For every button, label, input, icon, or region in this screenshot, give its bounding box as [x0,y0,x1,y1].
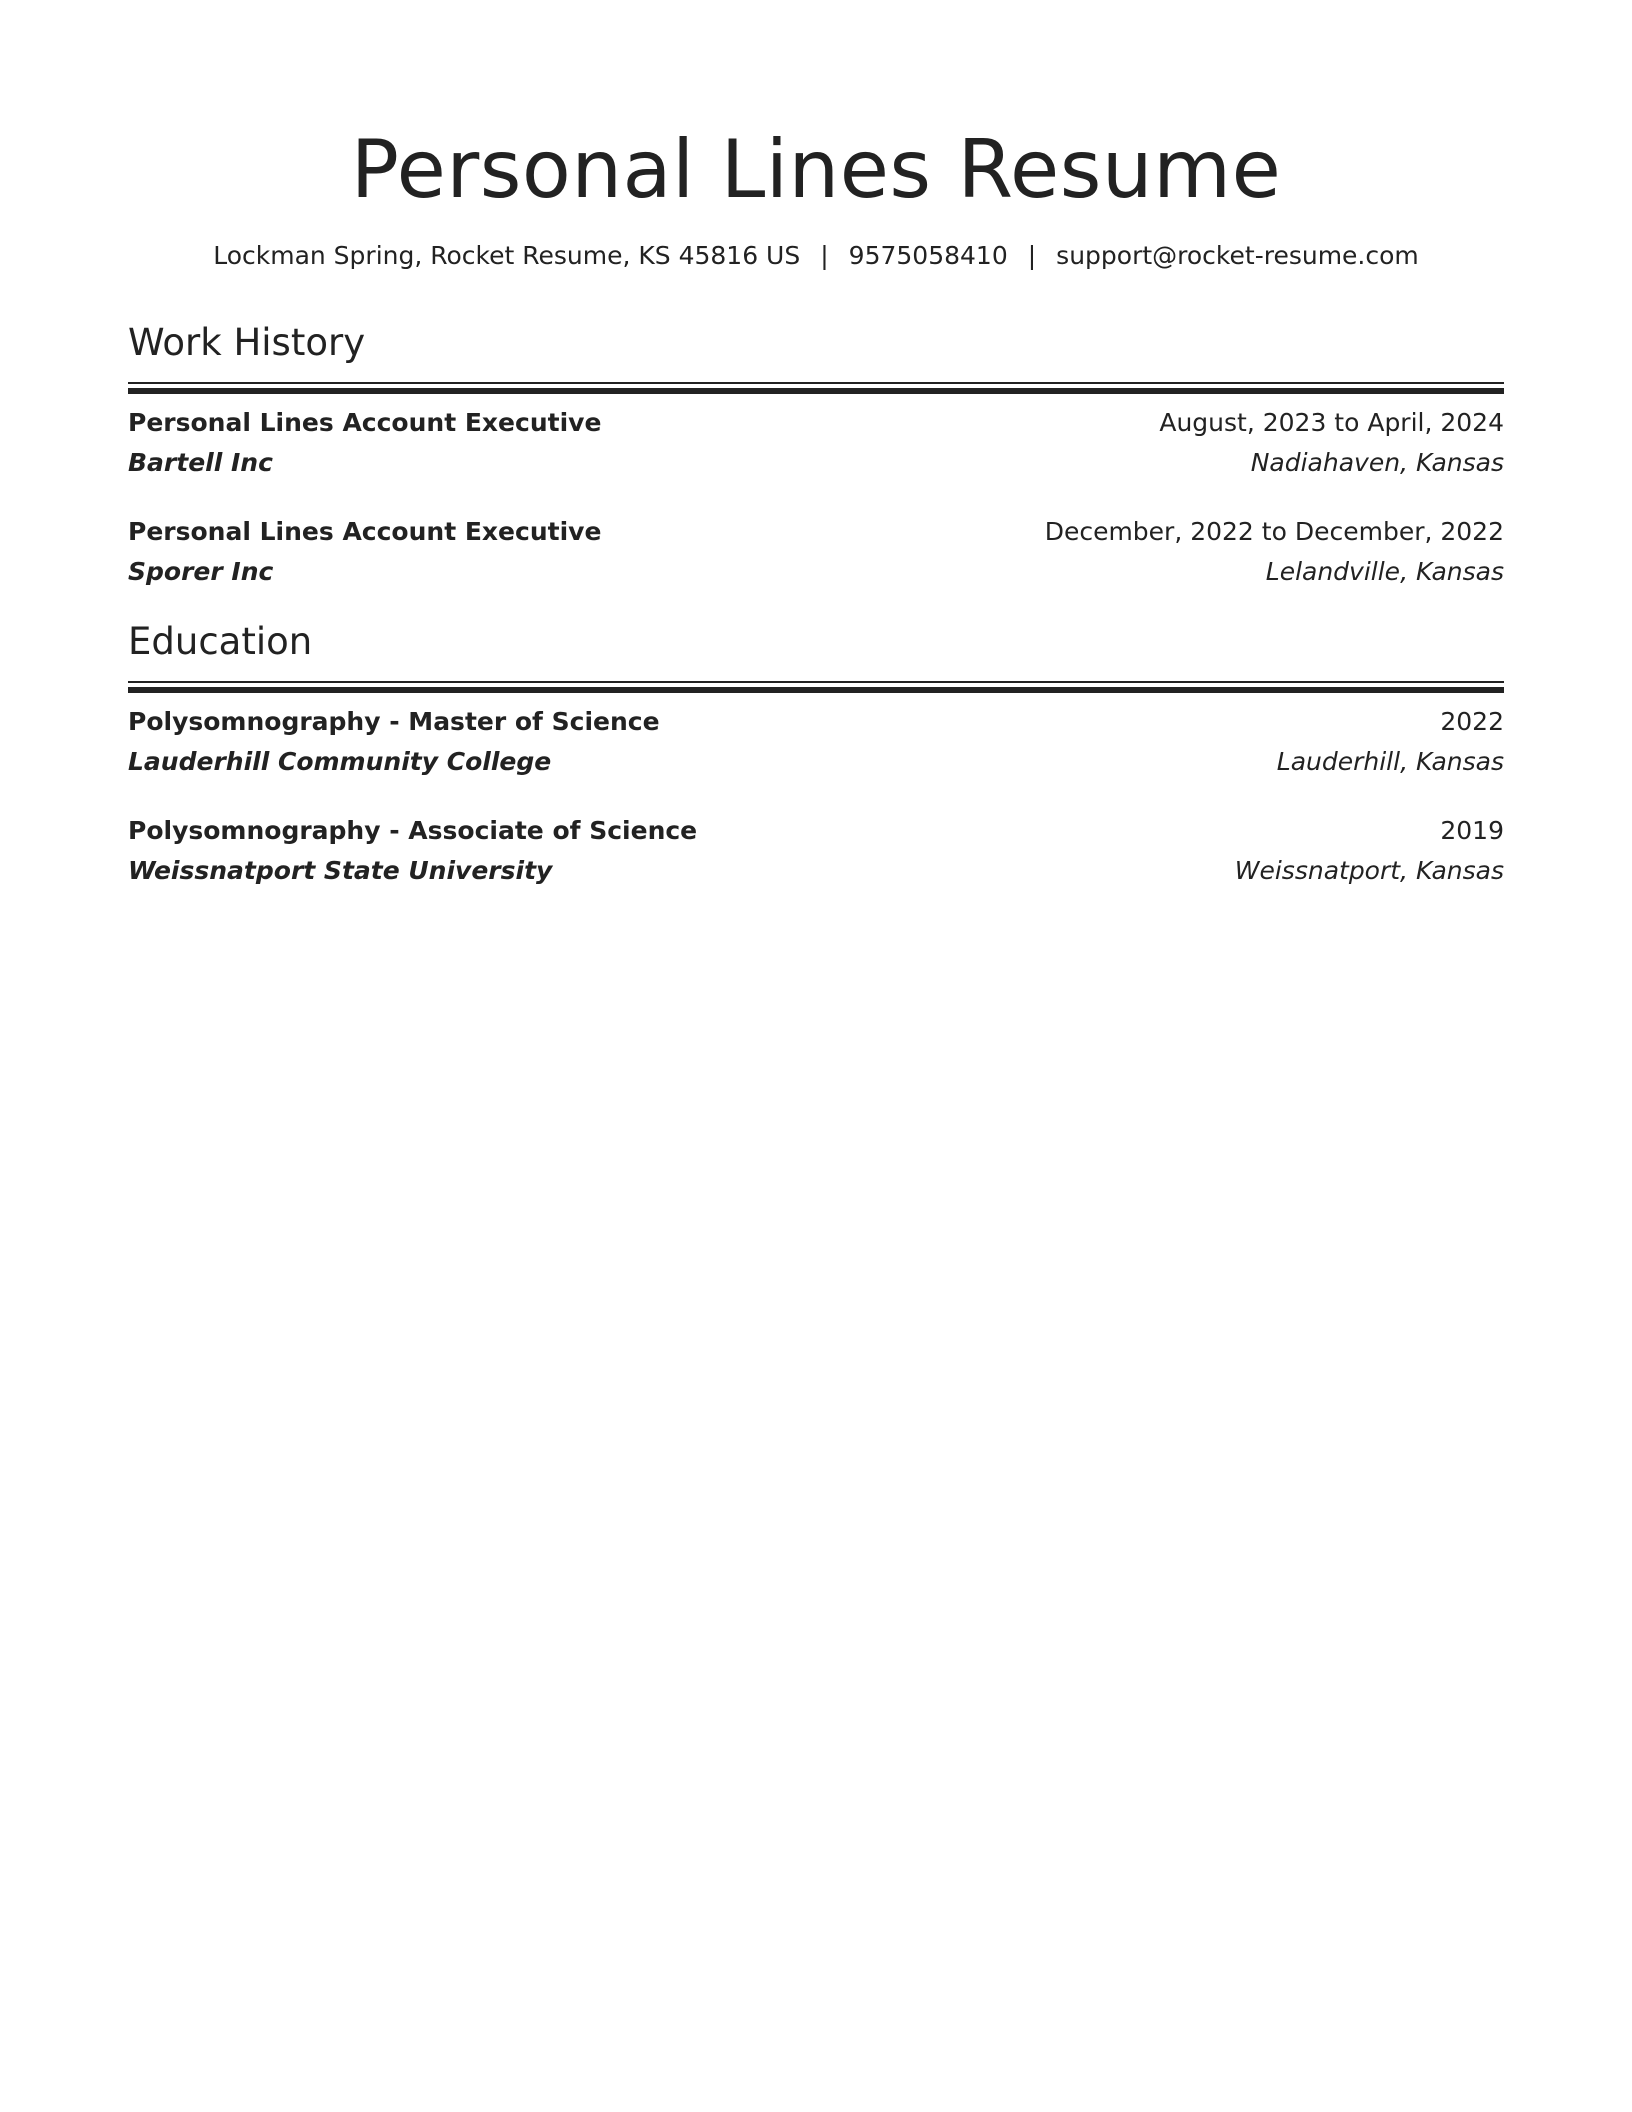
job-location: Nadiahaven, Kansas [1250,448,1504,477]
job-dates: August, 2023 to April, 2024 [1159,408,1504,437]
work-entry [128,403,1504,483]
job-title: Personal Lines Account Executive [128,517,602,546]
contact-line [128,238,1504,274]
job-location: Lelandville, Kansas [1265,557,1504,586]
graduation-year: 2019 [1440,816,1504,845]
degree-title: Polysomnography - Master of Science [128,707,660,736]
work-entry [128,512,1504,592]
contact-phone: 9575058410 [848,241,1008,270]
school-location: Weissnatport, Kansas [1234,856,1504,885]
education-entry [128,811,1504,891]
education-heading: Education [128,620,313,663]
job-title: Personal Lines Account Executive [128,408,602,437]
contact-separator: | [820,241,829,270]
contact-email[interactable]: support@rocket-resume.com [1056,241,1419,270]
contact-separator: | [1027,241,1037,270]
school-name: Lauderhill Community College [128,747,552,776]
resume-title: Personal Lines Resume [350,123,1282,216]
section-divider [128,382,1504,394]
section-divider [128,681,1504,693]
company-name: Sporer Inc [128,557,274,586]
education-section [128,617,1504,693]
school-name: Weissnatport State University [128,856,553,885]
company-name: Bartell Inc [128,448,273,477]
graduation-year: 2022 [1440,707,1504,736]
work-history-heading: Work History [128,321,366,364]
job-dates: December, 2022 to December, 2022 [1044,517,1504,546]
work-history-section [128,318,1504,394]
contact-address: Lockman Spring, Rocket Resume, KS 45816 US [213,241,801,270]
degree-title: Polysomnography - Associate of Science [128,816,698,845]
education-entry [128,702,1504,782]
school-location: Lauderhill, Kansas [1276,747,1504,776]
